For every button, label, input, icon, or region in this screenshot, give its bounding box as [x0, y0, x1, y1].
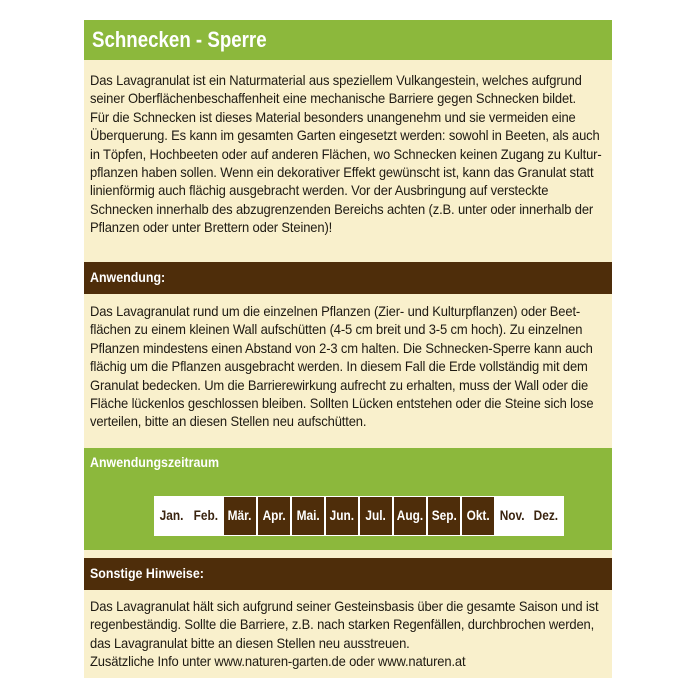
intro-line: seiner Oberflächenbeschaffenheit eine mechanische Barriere gegen Schnecken bildet. [90, 91, 576, 107]
anwendung-line: verteilen, bitte an diesen Stellen neu aufschütten. [90, 414, 367, 430]
anwendung-line: flächen zu einem kleinen Wall aufschütten (4-5 cm breit und 3-5 cm hoch). Zu einzelnen [90, 322, 583, 338]
intro-line: linienförmig auch flächig ausgebracht werden. Vor der Ausbringung auf versteckte [90, 183, 549, 199]
month-jan: Jan. [155, 497, 189, 535]
anwendung-line: Das Lavagranulat rund um die einzelnen Pflanzen (Zier- und Kulturpflanzen) oder Beet- [90, 304, 581, 319]
intro-line: Überquerung. Es kann im gesamten Garten eingesetzt werden: sowohl in Beeten, als auch [90, 128, 600, 144]
title-bar [84, 20, 612, 60]
anwendung-heading: Anwendung: [90, 270, 166, 285]
month-mai: Mai. [291, 497, 325, 535]
month-calendar [154, 496, 564, 536]
intro-line: Für die Schnecken ist dieses Material besonders unangenehm und sie vermeiden eine [90, 109, 576, 125]
intro-line: in Töpfen, Hochbeeten oder auf anderen Flächen, wo Schnecken keinen Zugang zu Kultur- [90, 146, 602, 162]
anwendung-line: flächig um die Pflanzen ausgebracht werden. In diesem Fall die Erde vollständig mit dem [90, 359, 588, 375]
hinweise-line: das Lavagranulat bitte an diesen Stellen neu ausstreuen. [90, 635, 410, 651]
anwendung-header [84, 262, 612, 294]
hinweise-header [84, 558, 612, 590]
anwendung-line: Fläche lückenlos geschlossen bleiben. Sollten Lücken entstehen oder die Steine sich lose [90, 396, 594, 412]
page-title: Schnecken - Sperre [92, 27, 267, 52]
intro-line: Schnecken innerhalb des abzugrenzenden Bereichs achten (z.B. unter oder innerhalb der [90, 201, 594, 217]
month-dez: Dez. [529, 497, 563, 535]
month-sep: Sep. [427, 497, 461, 535]
zeitraum-section [84, 448, 612, 550]
hinweise-heading: Sonstige Hinweise: [90, 566, 204, 581]
intro-text [90, 72, 602, 238]
hinweise-line: Zusätzliche Info unter www.naturen-garten.de oder www.naturen.at [90, 654, 466, 670]
month-aug: Aug. [393, 497, 427, 535]
month-mar: Mär. [223, 497, 257, 535]
month-feb: Feb. [189, 497, 223, 535]
anwendung-line: Granulat bedecken. Um die Barrierewirkung aufrecht zu erhalten, muss der Wall oder die [90, 377, 589, 393]
month-okt: Okt. [461, 497, 495, 535]
hinweise-line: Das Lavagranulat hält sich aufgrund seiner Gesteinsbasis über die gesamte Saison und ist [90, 599, 599, 614]
anwendung-line: Pflanzen mindestens einen Abstand von 2-3 cm halten. Die Schnecken-Sperre kann auch [90, 340, 593, 356]
product-info-panel [84, 20, 612, 678]
hinweise-text [90, 598, 602, 672]
zeitraum-heading: Anwendungszeitraum [90, 455, 220, 470]
hinweise-line: regenbeständig. Sollte die Barriere, z.B. nach starken Regenfällen, durchbrochen werden, [90, 617, 595, 633]
anwendung-text [90, 303, 602, 432]
month-jun: Jun. [325, 497, 359, 535]
month-nov: Nov. [495, 497, 529, 535]
intro-line: pflanzen haben sollen. Wenn ein dekorativer Effekt gewünscht ist, kann das Granulat statt [90, 165, 594, 181]
intro-line: Das Lavagranulat ist ein Naturmaterial aus speziellem Vulkangestein, welches aufgrund [90, 73, 582, 88]
intro-line: Pflanzen oder unter Brettern oder Steinen)! [90, 220, 333, 236]
month-apr: Apr. [257, 497, 291, 535]
month-jul: Jul. [359, 497, 393, 535]
